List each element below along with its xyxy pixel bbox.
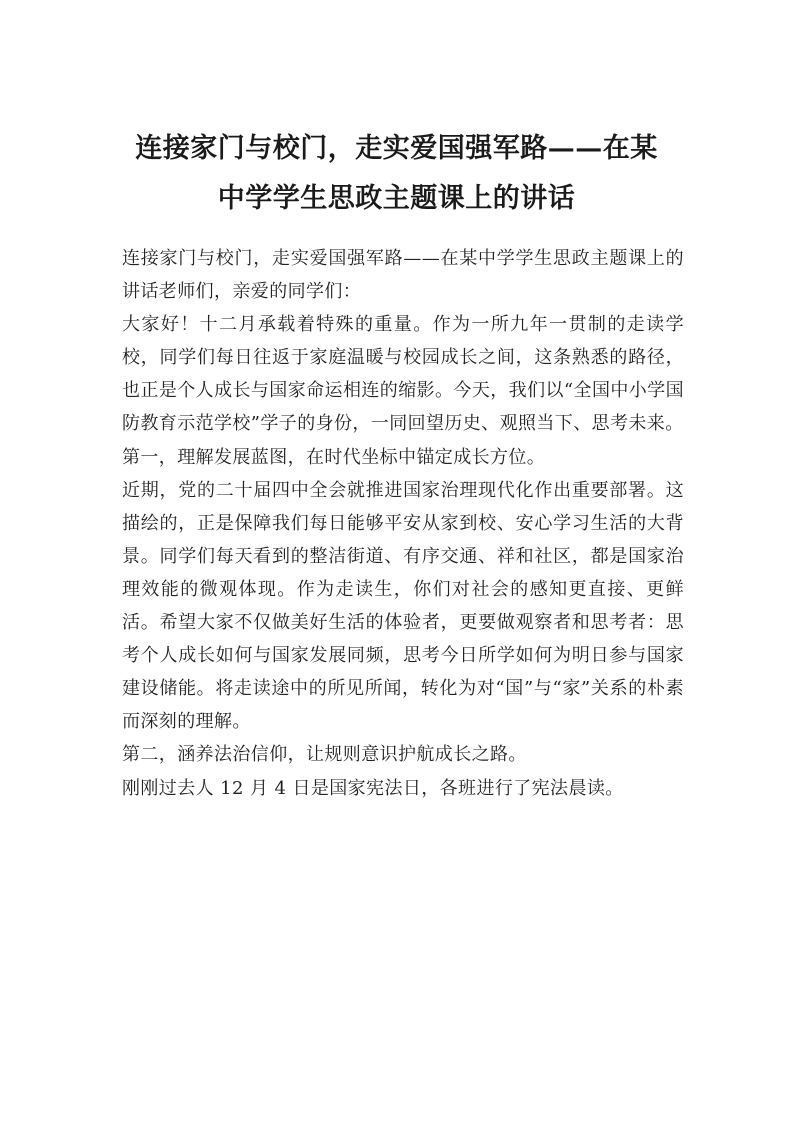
title-line-1: 连接家门与校门，走实爱国强军路——在某 <box>135 133 658 164</box>
title-line-2: 中学学生思政主题课上的讲话 <box>217 183 576 214</box>
paragraph-opening: 大家好！十二月承载着特殊的重量。作为一所九年一贯制的走读学校，同学们每日往返于家庭温暖与校园成长之间，这条熟悉的路径，也正是个人成长与国家命运相连的缩影。今天，我们以“全国中小学国防教育示范学校”学子的身份，一同回望历史、观照当下、思考未来。 <box>122 314 684 435</box>
section-heading-2: 第二，涵养法治信仰，让规则意识护航成长之路。 <box>122 744 527 766</box>
document-title <box>95 124 698 224</box>
paragraph-section-1: 近期，党的二十届四中全会就推进国家治理现代化作出重要部署。这描绘的，正是保障我们每日能够平安从家到校、安心学习生活的大背景。同学们每天看到的整洁街道、有序交通、祥和社区，都是国家治理效能的微观体现。作为走读生，你们对社会的感知更直接、更鲜活。希望大家不仅做美好生活的体验者，更要做观察者和思考者：思考个人成长如何与国家发展同频，思考今日所学如何为明日参与国家建设储能。将走读途中的所见所闻，转化为对“国”与“家”关系的朴素而深刻的理解。 <box>122 479 684 733</box>
document-body <box>122 242 684 805</box>
paragraph-section-2: 刚刚过去人 12 月 4 日是国家宪法日，各班进行了宪法晨读。 <box>122 777 624 799</box>
section-heading-1: 第一，理解发展蓝图，在时代坐标中锚定成长方位。 <box>122 446 546 468</box>
paragraph-salutation: 连接家门与校门，走实爱国强军路——在某中学学生思政主题课上的讲话老师们，亲爱的同学们： <box>122 248 684 303</box>
